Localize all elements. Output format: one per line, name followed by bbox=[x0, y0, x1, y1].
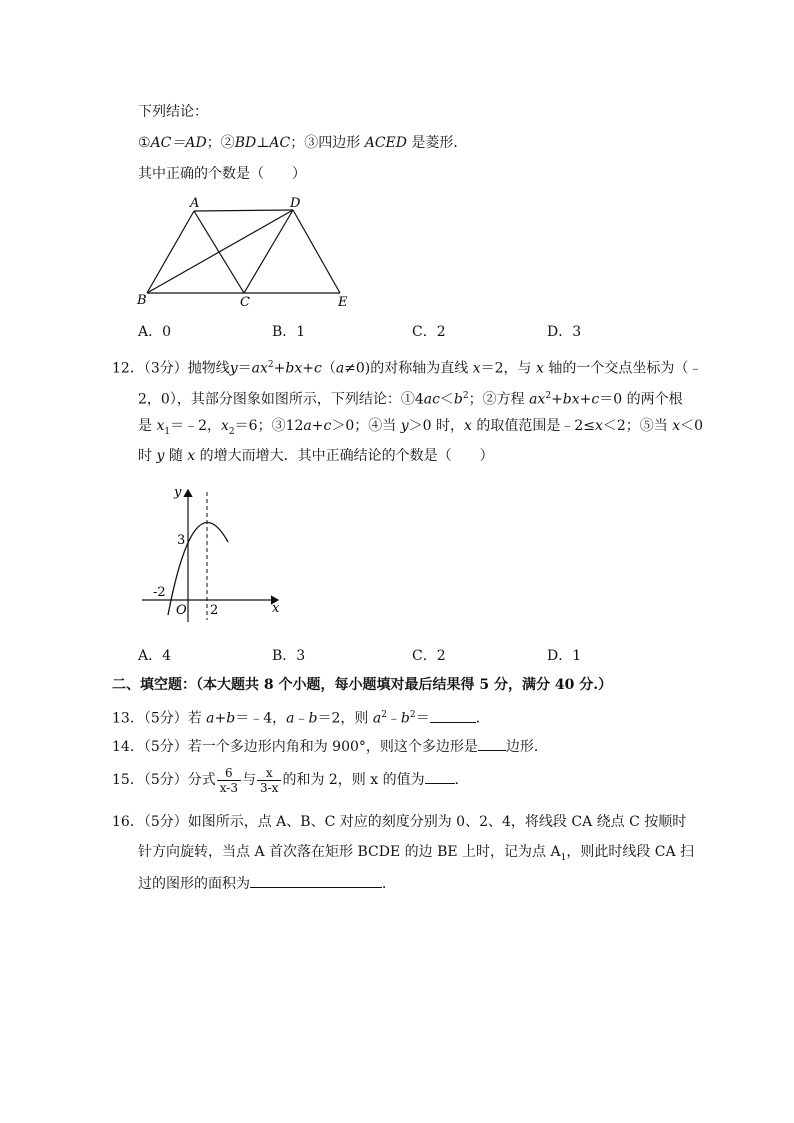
x-axis-label: x bbox=[272, 601, 280, 616]
q12-line-3: 是 $x_1=﹣2$，$x_2=6$；③12a+c＞0；④当 y＞0 时，x 的取值范围是﹣2≤x＜2；⑤当 x＜0 bbox=[138, 418, 704, 437]
q11-option-a: A．0 bbox=[138, 324, 172, 340]
label-D: D bbox=[290, 196, 301, 211]
q11-figure bbox=[130, 192, 360, 310]
q14: 14．（5分）若一个多边形内角和为 900°，则这个多边形是 边形． bbox=[112, 736, 548, 757]
q13-answer-blank[interactable] bbox=[430, 708, 476, 723]
origin-label: O bbox=[176, 603, 187, 618]
q16-answer-blank[interactable] bbox=[250, 873, 382, 888]
label-C: C bbox=[240, 295, 250, 310]
q11-option-d: D．3 bbox=[547, 324, 582, 340]
q11-option-c: C．2 bbox=[412, 324, 446, 340]
q15: 15．（5分）分式 $\frac{6}{x-3}$ 与 $\frac{x}{3-x}$ 的和为 2，则 x 的值为 ． bbox=[112, 765, 469, 795]
segment-BA bbox=[147, 211, 194, 293]
q16-line-1: 16．（5分）如图所示，点 A、B、C 对应的刻度分别为 0、2、4，将线段 CA 绕点 C 按顺时 bbox=[112, 814, 687, 830]
segment-AD bbox=[194, 210, 293, 211]
q16-line-3: 过的图形的面积为 ． bbox=[138, 873, 396, 894]
q12-line-4: 时 y 随 x 的增大而增大．其中正确结论的个数是（ ） bbox=[138, 448, 494, 464]
q12-option-c: C．2 bbox=[412, 648, 446, 664]
label-A: A bbox=[190, 196, 200, 211]
q12-option-d: D．1 bbox=[547, 648, 582, 664]
q16-line-2: 针方向旋转，当点 A 首次落在矩形 BCDE 的边 BE 上时，记为点 $A_1$，则此时线段 CA 扫 bbox=[138, 844, 695, 863]
q13: 13．（5分）若 a+b＝﹣4，a﹣b＝2，则 $a^2﹣b^2=$ ． bbox=[112, 705, 490, 729]
segment-CD bbox=[244, 210, 293, 293]
q11-intro: 下列结论： bbox=[138, 104, 208, 120]
section-2-title: 二、填空题：（本大题共 8 个小题，每小题填对最后结果得 5 分，满分 40 分.） bbox=[112, 677, 613, 693]
y-intercept-label: 3 bbox=[177, 533, 186, 548]
label-E: E bbox=[338, 295, 348, 310]
q14-answer-blank[interactable] bbox=[478, 736, 506, 751]
q12-option-a: A．4 bbox=[138, 648, 172, 664]
q15-answer-blank[interactable] bbox=[425, 769, 455, 784]
q11-question: 其中正确的个数是（ ） bbox=[138, 166, 306, 182]
q12-line-1: 12．（3分）抛物线$y=ax^2+bx+c(a\ne 0)$的对称轴为直线 x＝2，与 x 轴的一个交点坐标为（﹣ bbox=[112, 360, 703, 377]
segment-BD bbox=[147, 210, 293, 293]
q12-line-2: 2，0），其部分图象如图所示，下列结论：$①4ac<b^2$；②方程 $ax^2+bx+c=0$ 的两个根 bbox=[138, 391, 683, 408]
segment-DE bbox=[293, 210, 340, 293]
y-axis-label: y bbox=[174, 485, 182, 500]
q15-fraction-1: $\frac{6}{x-3}$ bbox=[217, 766, 241, 795]
q15-fraction-2: $\frac{x}{3-x}$ bbox=[257, 766, 281, 795]
x-intercept-label: -2 bbox=[153, 585, 166, 600]
label-B: B bbox=[137, 293, 147, 308]
q11-option-b: B．1 bbox=[272, 324, 306, 340]
symmetry-x-label: 2 bbox=[210, 603, 219, 618]
q11-conclusions: ①AC＝AD；②BD⊥AC；③四边形 ACED 是菱形． bbox=[138, 135, 468, 151]
q12-parabola-graph bbox=[138, 480, 288, 628]
q12-option-b: B．3 bbox=[272, 648, 306, 664]
